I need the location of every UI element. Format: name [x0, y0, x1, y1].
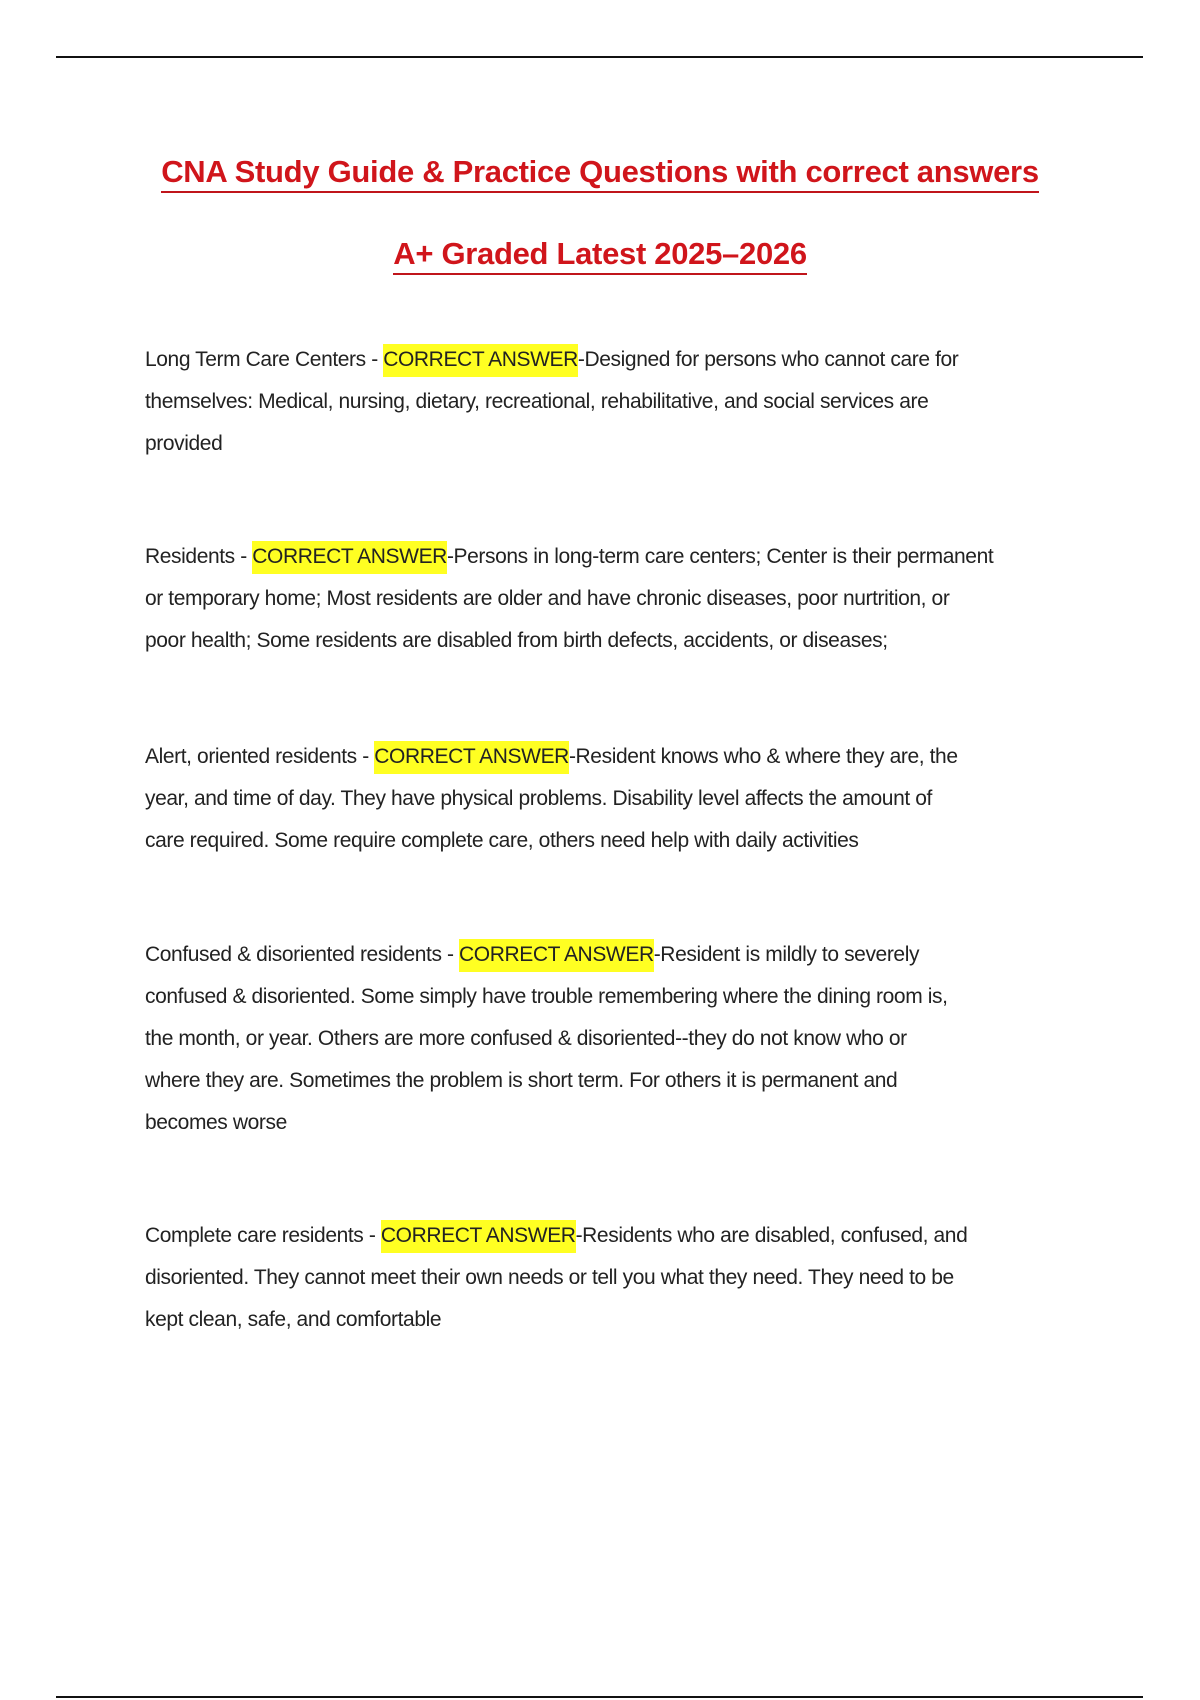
- entry-definition: provided: [145, 432, 223, 455]
- title-line-1: CNA Study Guide & Practice Questions with correct answers: [161, 154, 1039, 193]
- correct-answer-highlight: CORRECT ANSWER: [459, 939, 654, 972]
- entry-term: Residents -: [145, 545, 253, 568]
- correct-answer-highlight: CORRECT ANSWER: [383, 344, 578, 377]
- entry-definition: year, and time of day. They have physical problems. Disability level affects the amount of: [145, 787, 932, 810]
- entry-definition: disoriented. They cannot meet their own needs or tell you what they need. They need to be: [145, 1266, 954, 1289]
- entry-long-term-care-centers: [145, 339, 1105, 465]
- entry-definition: -Resident knows who & where they are, the: [568, 745, 958, 768]
- entry-definition: -Persons in long-term care centers; Center is their permanent: [446, 545, 994, 568]
- header-rule: [56, 56, 1143, 58]
- correct-answer-highlight: CORRECT ANSWER: [381, 1220, 576, 1253]
- entry-definition: kept clean, safe, and comfortable: [145, 1308, 442, 1331]
- correct-answer-highlight: CORRECT ANSWER: [374, 741, 569, 774]
- document-title: [0, 154, 1200, 190]
- footer-rule: [56, 1696, 1143, 1698]
- entry-residents: [145, 536, 1105, 662]
- entry-definition: or temporary home; Most residents are older and have chronic diseases, poor nurtrition, or: [145, 587, 950, 610]
- entry-definition: poor health; Some residents are disabled from birth defects, accidents, or diseases;: [145, 629, 888, 652]
- entry-definition: -Resident is mildly to severely: [653, 943, 920, 966]
- entry-alert-oriented-residents: [145, 736, 1105, 862]
- entry-term: Long Term Care Centers -: [145, 348, 384, 371]
- entry-definition: themselves: Medical, nursing, dietary, recreational, rehabilitative, and social services are: [145, 390, 929, 413]
- entry-definition: -Designed for persons who cannot care for: [577, 348, 959, 371]
- entry-definition: the month, or year. Others are more confused & disoriented--they do not know who or: [145, 1027, 907, 1050]
- entry-definition: care required. Some require complete care, others need help with daily activities: [145, 829, 859, 852]
- entry-term: Complete care residents -: [145, 1224, 381, 1247]
- title-line-2: A+ Graded Latest 2025–2026: [393, 236, 807, 275]
- entry-definition: where they are. Sometimes the problem is short term. For others it is permanent and: [145, 1069, 898, 1092]
- entry-confused-disoriented-residents: [145, 934, 1105, 1144]
- entry-definition: -Residents who are disabled, confused, and: [575, 1224, 968, 1247]
- entry-term: Alert, oriented residents -: [145, 745, 375, 768]
- entry-definition: confused & disoriented. Some simply have trouble remembering where the dining room is,: [145, 985, 948, 1008]
- correct-answer-highlight: CORRECT ANSWER: [252, 541, 447, 574]
- document-subtitle: [0, 236, 1200, 272]
- entry-definition: becomes worse: [145, 1111, 287, 1134]
- entry-complete-care-residents: [145, 1215, 1105, 1341]
- entry-term: Confused & disoriented residents -: [145, 943, 460, 966]
